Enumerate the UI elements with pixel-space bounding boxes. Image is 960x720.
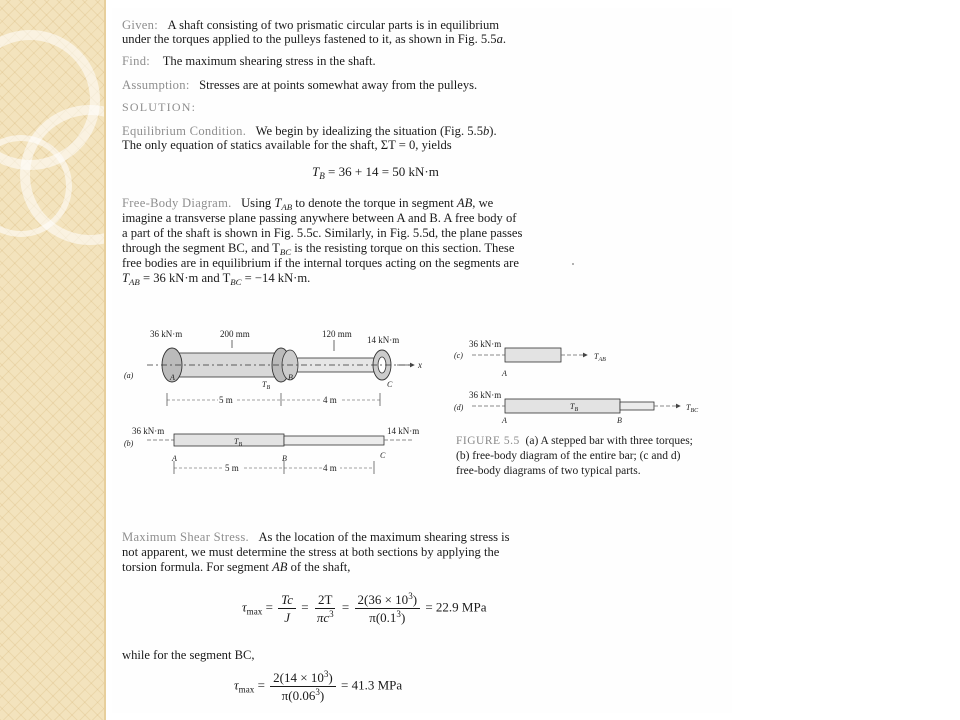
sidebar-divider — [104, 0, 106, 720]
figure-5-5d-free-body — [454, 390, 699, 425]
max-shear-line-3: torsion formula. For segment AB of the shaft, — [122, 560, 351, 574]
free-body-line-1: Free-Body Diagram. Using $T_{AB}$ to denote the torque in segment AB, we — [122, 196, 494, 212]
figure-a-label: (a) — [124, 371, 134, 380]
point-a-label: A — [170, 373, 175, 382]
document-page — [112, 8, 732, 713]
point-b-label-b: B — [282, 454, 287, 463]
fbd-segment-ab — [174, 434, 284, 446]
fbd-c-segment — [505, 348, 561, 362]
point-b-label-d: B — [617, 416, 622, 425]
torque-ab-label: $T_{AB}$ — [594, 352, 606, 363]
x-axis-label: x — [418, 360, 422, 370]
fbd-d-segment-bc — [620, 402, 654, 410]
figure-caption-line-2: (b) free-body diagram of the entire bar; (c and d) — [456, 450, 681, 462]
torque-14-label-b: 14 kN·m — [387, 426, 420, 436]
point-c-label-b: C — [380, 451, 386, 460]
torque-36-label-b: 36 kN·m — [132, 426, 165, 436]
solution-heading: SOLUTION: — [122, 100, 197, 114]
figure-caption-line-3: free-body diagrams of two typical parts. — [456, 465, 641, 477]
figure-caption-line-1: FIGURE 5.5 (a) A stepped bar with three torques; — [456, 435, 693, 447]
equation-torque-b: $T_B = 36 + 14 = 50$ kN·m — [312, 164, 439, 181]
free-body-line-6: $T_{AB} = 36$ kN·m and $T_{BC} = -14$ kN·m. — [122, 271, 311, 287]
figure-5-5a-stepped-shaft — [124, 329, 422, 406]
point-b-label: B — [288, 373, 293, 382]
point-a-label-d: A — [502, 416, 507, 425]
free-body-line-3: a part of the shaft is shown in Fig. 5.5c. Similarly, in Fig. 5.5d, the plane passes — [122, 226, 523, 240]
length-4m-label-b: 4 m — [323, 463, 337, 473]
torque-b-label-d: $T_B$ — [570, 402, 579, 413]
point-a-label-b: A — [172, 454, 177, 463]
length-5m-label-b: 5 m — [225, 463, 239, 473]
diameter-200-label: 200 mm — [220, 329, 250, 339]
equation-tau-bc: $\tau_{max}$ = $\frac{2(14 \times 10^3)}{\pi(0.06^3)}$ = 41.3 MPa — [234, 669, 403, 703]
find-line: Find: The maximum shearing stress in the shaft. — [122, 54, 376, 68]
figure-d-label: (d) — [454, 403, 464, 412]
figure-b-label: (b) — [124, 439, 134, 448]
assumption-line: Assumption: Stresses are at points somewhat away from the pulleys. — [122, 78, 478, 92]
torque-b-label-b: $T_B$ — [234, 437, 243, 448]
while-line: while for the segment BC, — [122, 648, 255, 662]
torque-bc-label: $T_{BC}$ — [686, 403, 699, 414]
given-line-2: under the torques applied to the pulleys fastened to it, as shown in Fig. 5.5a. — [122, 32, 507, 46]
decorative-sidebar — [0, 0, 106, 720]
fbd-d-segment-ab — [505, 399, 620, 413]
max-shear-line-2: not apparent, we must determine the stress at both sections by applying the — [122, 545, 500, 559]
equation-tau-ab: $\tau_{max}$ = $\frac{Tc}{J}$ = $\frac{2T}{\pi c^3}$ = $\frac{2(36 \times 10^3)}{\pi(0.1^3)}$ = 22.9 MPa — [242, 591, 487, 625]
length-4m-label: 4 m — [323, 395, 337, 405]
free-body-line-4: through the segment BC, and $T_{BC}$ is the resisting torque on this section. These — [122, 241, 515, 257]
diameter-120-label: 120 mm — [322, 329, 352, 339]
fbd-segment-bc — [284, 436, 384, 445]
equilibrium-line-2: The only equation of statics available for the shaft, ΣT = 0, yields — [122, 138, 452, 152]
length-5m-label: 5 m — [219, 395, 233, 405]
torque-b-label: $T_B$ — [262, 380, 271, 391]
free-body-line-5: free bodies are in equilibrium if the internal torques acting on the segments are — [122, 256, 519, 270]
free-body-line-2: imagine a transverse plane passing anywhere between A and B. A free body of — [122, 211, 517, 225]
torque-36-label: 36 kN·m — [150, 329, 183, 339]
torque-36-label-c: 36 kN·m — [469, 339, 502, 349]
point-c-label: C — [387, 380, 393, 389]
point-a-label-c: A — [502, 369, 507, 378]
max-shear-line-1: Maximum Shear Stress. As the location of the maximum shearing stress is — [122, 530, 510, 544]
torque-14-label: 14 kN·m — [367, 335, 400, 345]
equilibrium-line-1: Equilibrium Condition. We begin by idealizing the situation (Fig. 5.5b). — [122, 124, 497, 138]
figure-5-5b-free-body — [124, 426, 419, 474]
scan-speck — [572, 263, 574, 265]
figure-c-label: (c) — [454, 351, 463, 360]
torque-36-label-d: 36 kN·m — [469, 390, 502, 400]
figure-5-5c-free-body — [454, 339, 606, 378]
given-line-1: Given: A shaft consisting of two prismatic circular parts is in equilibrium — [122, 18, 500, 32]
